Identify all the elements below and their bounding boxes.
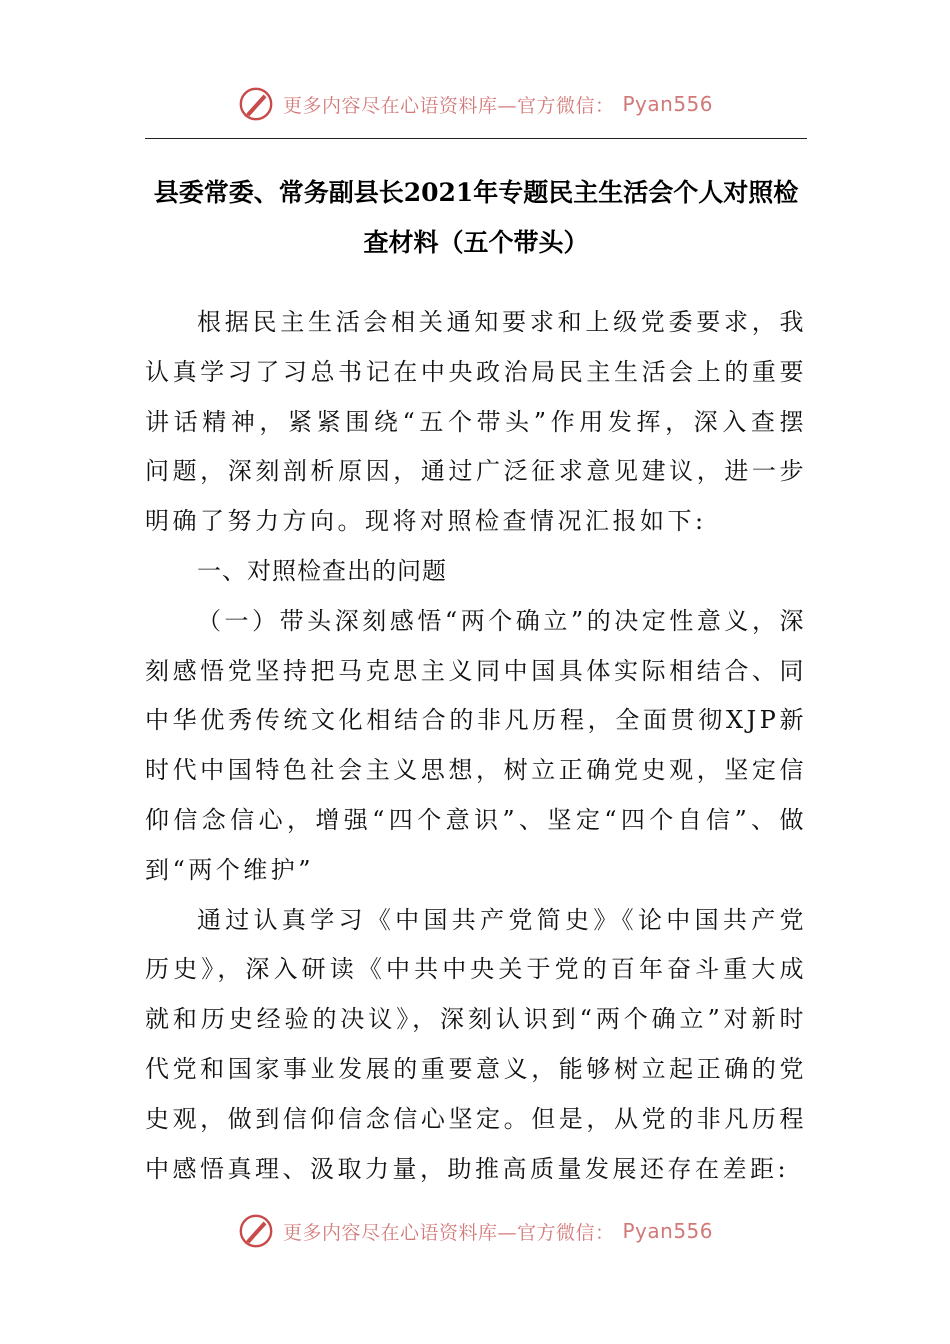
watermark-account: Pyan556: [622, 1219, 714, 1243]
footer-watermark: [0, 1211, 950, 1251]
title-line-1: 县委常委、常务副县长2021年专题民主生活会个人对照检: [153, 178, 799, 207]
header-watermark: [0, 84, 950, 124]
pen-logo-icon: [237, 1212, 275, 1250]
watermark-account: Pyan556: [622, 92, 714, 116]
subsection-heading: （一）带头深刻感悟“两个确立”的决定性意义，深刻感悟党坚持把马克思主义同中国具体实际相结合、同中华优秀传统文化相结合的非凡历程，全面贯彻XJP新时代中国特色社会主义思想，树立正确党史观，坚定信仰信念信心，增强“四个意识”、坚定“四个自信”、做到“两个维护”: [145, 606, 807, 884]
document-title: [145, 168, 807, 268]
intro-paragraph: 根据民主生活会相关通知要求和上级党委要求，我认真学习了习总书记在中央政治局民主生活会上的重要讲话精神，紧紧围绕“五个带头”作用发挥，深入查摆问题，深刻剖析原因，通过广泛征求意见建议，进一步明确了努力方向。现将对照检查情况汇报如下:: [145, 308, 807, 536]
watermark-text: 更多内容尽在心语资料库—官方微信：: [282, 1221, 615, 1244]
document-body: [145, 298, 807, 1194]
watermark-text: 更多内容尽在心语资料库—官方微信：: [282, 94, 615, 117]
title-line-2: 查材料（五个带头）: [363, 228, 589, 257]
header-divider: [145, 138, 807, 139]
body-paragraph: 通过认真学习《中国共产党简史》《论中国共产党历史》，深入研读《中共中央关于党的百年奋斗重大成就和历史经验的决议》，深刻认识到“两个确立”对新时代党和国家事业发展的重要意义，能够树立起正确的党史观，做到信仰信念信心坚定。但是，从党的非凡历程中感悟真理、汲取力量，助推高质量发展还存在差距:: [145, 905, 807, 1183]
section-heading: 一、对照检查出的问题: [197, 556, 447, 585]
pen-logo-icon: [237, 85, 275, 123]
